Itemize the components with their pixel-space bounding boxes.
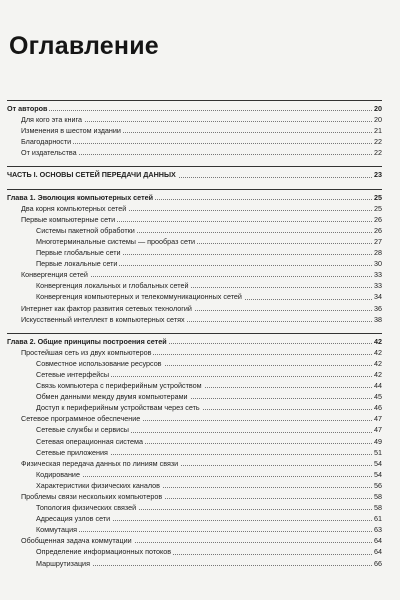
toc-page-number: 44 bbox=[374, 381, 382, 391]
toc-entry-label: Первые компьютерные сети bbox=[21, 214, 116, 224]
toc-page-number: 20 bbox=[374, 104, 382, 113]
toc-section bbox=[0, 192, 400, 325]
toc-entry[interactable] bbox=[0, 535, 400, 546]
toc-entry[interactable] bbox=[0, 424, 400, 435]
toc-page-number: 38 bbox=[374, 314, 382, 324]
toc-entry[interactable] bbox=[0, 391, 400, 402]
toc-page-number: 54 bbox=[374, 458, 382, 468]
toc-entry[interactable] bbox=[0, 480, 400, 491]
toc-page-number: 54 bbox=[374, 469, 382, 479]
section-gap bbox=[0, 158, 400, 169]
toc-entry[interactable] bbox=[0, 436, 400, 447]
dot-leader bbox=[7, 109, 382, 111]
toc-entry[interactable] bbox=[0, 303, 400, 314]
toc-entry[interactable] bbox=[0, 314, 400, 325]
toc-page-number: 45 bbox=[374, 392, 382, 402]
toc-entry[interactable] bbox=[0, 447, 400, 458]
toc-entry[interactable] bbox=[0, 258, 400, 269]
toc-page-number: 21 bbox=[374, 126, 382, 136]
toc-entry-label: Для кого эта книга bbox=[21, 115, 82, 125]
toc-page-number: 58 bbox=[374, 503, 382, 513]
toc-entry-label: Два корня компьютерных сетей bbox=[21, 203, 127, 213]
toc-page-number: 42 bbox=[374, 336, 382, 346]
toc-entry-label: Определение информационных потоков bbox=[36, 547, 172, 557]
toc-entry-label: Маршрутизация bbox=[36, 558, 90, 568]
toc-entry[interactable] bbox=[0, 413, 400, 424]
toc-page-number: 20 bbox=[374, 115, 382, 125]
toc-page-number: 46 bbox=[374, 403, 382, 413]
toc-page-number: 47 bbox=[374, 425, 382, 435]
toc-page-number: 58 bbox=[374, 492, 382, 501]
toc-page-number: 22 bbox=[374, 137, 382, 147]
section-rule bbox=[7, 166, 382, 167]
toc-entry[interactable] bbox=[0, 236, 400, 247]
toc-entry[interactable] bbox=[0, 524, 400, 535]
toc-page-number: 42 bbox=[374, 358, 382, 368]
toc-page-number: 33 bbox=[374, 270, 382, 280]
page-title: Оглавление bbox=[9, 32, 159, 60]
section-gap bbox=[0, 181, 400, 192]
toc-entry[interactable] bbox=[0, 380, 400, 391]
toc-entry-label: Многотерминальные системы — прообраз сети bbox=[36, 236, 196, 246]
toc-entry[interactable] bbox=[0, 114, 400, 125]
toc-entry-label: Топология физических связей bbox=[36, 503, 137, 513]
toc-entry[interactable] bbox=[0, 502, 400, 513]
toc-page-number: 42 bbox=[374, 347, 382, 357]
toc-page-number: 30 bbox=[374, 259, 382, 269]
toc-entry-label: Сетевая операционная система bbox=[36, 436, 143, 446]
toc-page-number: 49 bbox=[374, 436, 382, 446]
toc-entry-label: Первые локальные сети bbox=[36, 259, 118, 269]
toc-entry-label: Доступ к периферийным устройствам через сеть bbox=[36, 403, 200, 413]
toc-section bbox=[0, 336, 400, 569]
toc-heading-entry[interactable] bbox=[0, 103, 400, 114]
toc-page-number: 61 bbox=[374, 514, 382, 524]
toc-entry[interactable] bbox=[0, 214, 400, 225]
toc-entry-label: Физическая передача данных по линиям связи bbox=[21, 458, 179, 468]
toc-page-number: 63 bbox=[374, 525, 382, 535]
toc-page-number: 27 bbox=[374, 236, 382, 246]
toc-entry[interactable] bbox=[0, 247, 400, 258]
toc-entry[interactable] bbox=[0, 147, 400, 158]
toc-entry-label: Глава 1. Эволюция компьютерных сетей bbox=[7, 192, 154, 202]
toc-page-number: 22 bbox=[374, 148, 382, 158]
section-gap bbox=[0, 325, 400, 336]
toc-page-number: 42 bbox=[374, 369, 382, 379]
toc-entry-label: Обобщенная задача коммутации bbox=[21, 536, 132, 546]
toc-page-number: 25 bbox=[374, 192, 382, 202]
toc-entry[interactable] bbox=[0, 546, 400, 557]
toc-page-number: 26 bbox=[374, 214, 382, 224]
section-rule bbox=[7, 189, 382, 190]
toc-entry[interactable] bbox=[0, 491, 400, 502]
toc-entry-label: Кодирование bbox=[36, 469, 80, 479]
toc-entry[interactable] bbox=[0, 513, 400, 524]
toc-entry[interactable] bbox=[0, 469, 400, 480]
toc-page-number: 34 bbox=[374, 292, 382, 302]
toc-entry[interactable] bbox=[0, 369, 400, 380]
toc-entry-label: Коммутация bbox=[36, 525, 77, 535]
toc-heading-entry[interactable] bbox=[0, 192, 400, 203]
dot-leader bbox=[36, 530, 382, 532]
toc-page-number: 47 bbox=[374, 414, 382, 424]
toc-entry[interactable] bbox=[0, 125, 400, 136]
toc-entry[interactable] bbox=[0, 458, 400, 469]
toc-entry[interactable] bbox=[0, 269, 400, 280]
toc-entry-label: От издательства bbox=[21, 148, 77, 158]
toc-section bbox=[0, 169, 400, 180]
toc-page-number: 26 bbox=[374, 225, 382, 235]
toc-entry[interactable] bbox=[0, 280, 400, 291]
toc-entry-label: Изменения в шестом издании bbox=[21, 126, 121, 136]
toc-entry-label: ЧАСТЬ I. ОСНОВЫ СЕТЕЙ ПЕРЕДАЧИ ДАННЫХ bbox=[7, 170, 176, 180]
toc-entry-label: Конвергенция локальных и глобальных сетей bbox=[36, 281, 189, 291]
toc-entry-label: Характеристики физических каналов bbox=[36, 480, 160, 490]
toc-entry-label: Глава 2. Общие принципы построения сетей bbox=[7, 336, 167, 346]
toc-entry-label: От авторов bbox=[7, 104, 48, 113]
toc-heading-entry[interactable] bbox=[0, 169, 400, 180]
toc-entry[interactable] bbox=[0, 225, 400, 236]
toc-entry-label: Сетевые интерфейсы bbox=[36, 369, 110, 379]
toc-entry-label: Искусственный интеллект в компьютерных сетях bbox=[21, 314, 185, 324]
toc-entry-label: Совместное использование ресурсов bbox=[36, 358, 162, 368]
section-rule bbox=[7, 100, 382, 101]
toc-entry-label: Связь компьютера с периферийным устройством bbox=[36, 381, 202, 391]
toc-page-number: 56 bbox=[374, 480, 382, 490]
toc-entry[interactable] bbox=[0, 291, 400, 302]
table-of-contents bbox=[0, 103, 400, 569]
toc-entry-label: Конвергенция сетей bbox=[21, 270, 88, 280]
toc-entry[interactable] bbox=[0, 136, 400, 147]
toc-entry-label: Благодарности bbox=[21, 137, 72, 147]
toc-entry-label: Системы пакетной обработки bbox=[36, 225, 135, 235]
toc-page-number: 36 bbox=[374, 303, 382, 313]
toc-page-number: 23 bbox=[374, 170, 382, 180]
toc-entry-label: Интернет как фактор развития сетевых технологий bbox=[21, 303, 192, 313]
toc-heading-entry[interactable] bbox=[0, 336, 400, 347]
dot-leader bbox=[36, 475, 382, 477]
toc-section bbox=[0, 103, 400, 158]
section-rule bbox=[7, 333, 382, 334]
toc-entry[interactable] bbox=[0, 347, 400, 358]
toc-entry-label: Простейшая сеть из двух компьютеров bbox=[21, 347, 152, 357]
toc-entry-label: Обмен данными между двумя компьютерами bbox=[36, 392, 188, 402]
dot-leader bbox=[21, 142, 382, 144]
toc-entry-label: Первые глобальные сети bbox=[36, 248, 121, 258]
toc-page-number: 51 bbox=[374, 447, 382, 457]
toc-page-number: 25 bbox=[374, 203, 382, 213]
toc-entry-label: Адресация узлов сети bbox=[36, 514, 111, 524]
toc-page-number: 64 bbox=[374, 536, 382, 546]
toc-entry[interactable] bbox=[0, 558, 400, 569]
toc-page-number: 28 bbox=[374, 248, 382, 258]
toc-entry[interactable] bbox=[0, 402, 400, 413]
toc-page-number: 33 bbox=[374, 281, 382, 291]
toc-page-number: 64 bbox=[374, 547, 382, 557]
toc-entry-label: Сетевое программное обеспечение bbox=[21, 414, 141, 424]
toc-entry[interactable] bbox=[0, 203, 400, 214]
toc-entry-label: Проблемы связи нескольких компьютеров bbox=[21, 492, 163, 501]
toc-page-number: 66 bbox=[374, 558, 382, 568]
toc-entry-label: Сетевые службы и сервисы bbox=[36, 425, 129, 435]
toc-entry[interactable] bbox=[0, 358, 400, 369]
toc-entry-label: Сетевые приложения bbox=[36, 447, 108, 457]
toc-entry-label: Конвергенция компьютерных и телекоммуникационных сетей bbox=[36, 292, 242, 302]
